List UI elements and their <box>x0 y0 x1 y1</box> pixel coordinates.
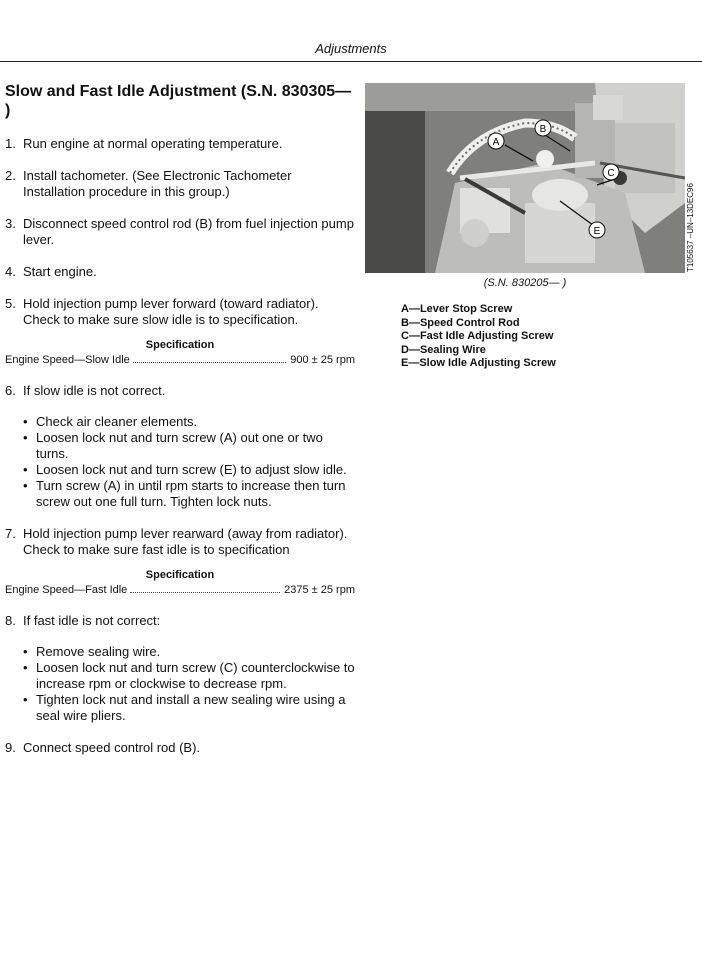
callout-a <box>488 133 504 149</box>
legend-item: E—Slow Idle Adjusting Screw <box>401 357 556 369</box>
svg-text:B: B <box>539 124 547 135</box>
callout-b <box>535 120 551 136</box>
section-header: Adjustments <box>315 41 387 56</box>
fast-idle-bullets <box>22 644 355 724</box>
svg-text:E: E <box>593 226 601 237</box>
figure-caption: (S.N. 830205— ) <box>483 277 567 289</box>
procedure-column <box>5 82 355 772</box>
spec-label: Engine Speed—Fast Idle <box>5 584 128 596</box>
page-title: Slow and Fast Idle Adjustment (S.N. 830305— ) <box>5 83 352 119</box>
engine-photo <box>365 83 685 273</box>
figure-id <box>684 180 698 275</box>
legend-item: A—Lever Stop Screw <box>401 303 513 315</box>
svg-text:C: C <box>607 168 615 179</box>
legend-item: B—Speed Control Rod <box>401 316 520 329</box>
spec-fast-idle <box>5 568 355 597</box>
svg-text:A: A <box>492 137 500 148</box>
header-rule <box>0 61 702 62</box>
legend-item: C—Fast Idle Adjusting Screw <box>401 330 554 342</box>
step-2: 2. Install tachometer. (See Electronic Tachometer Installation procedure in this group.) <box>5 168 292 199</box>
list-item: • Loosen lock nut and turn screw (A) out one or two turns. <box>22 430 355 462</box>
figure-id-text: T105637 –UN–13DEC96 <box>686 183 695 272</box>
callout-c <box>603 164 619 180</box>
slow-idle-bullets <box>22 414 355 510</box>
legend-item: D—Sealing Wire <box>401 343 486 356</box>
step-4: 4. Start engine. <box>5 264 97 279</box>
engine-illustration <box>365 83 685 273</box>
list-item: • Remove sealing wire. <box>22 644 355 660</box>
step-1: 1. Run engine at normal operating temperature. <box>5 136 283 151</box>
dot-leader <box>133 362 287 363</box>
spec-slow-idle <box>5 338 355 367</box>
step-3: 3. Disconnect speed control rod (B) from fuel injection pump lever. <box>5 216 354 247</box>
spec-heading: Specification <box>145 569 215 581</box>
list-item: • Loosen lock nut and turn screw (E) to adjust slow idle. <box>22 462 355 478</box>
callout-e <box>589 222 605 238</box>
step-5: 5. Hold injection pump lever forward (toward radiator). Check to make sure slow idle is to specification. <box>5 296 319 327</box>
spec-heading: Specification <box>145 339 215 351</box>
step-8: 8. If fast idle is not correct: <box>5 613 161 628</box>
list-item: • Tighten lock nut and install a new sealing wire using a seal wire pliers. <box>22 692 355 724</box>
figure-legend <box>401 303 556 371</box>
list-item: • Loosen lock nut and turn screw (C) counterclockwise to increase rpm or clockwise to decrease rpm. <box>22 660 355 692</box>
dot-leader <box>130 592 280 593</box>
spec-value: 900 ± 25 rpm <box>290 354 355 366</box>
step-9: 9. Connect speed control rod (B). <box>5 740 201 755</box>
list-item: • Turn screw (A) in until rpm starts to increase then turn screw out one full turn. Tighten lock nuts. <box>22 478 355 510</box>
list-item: • Check air cleaner elements. <box>22 414 355 430</box>
step-6: 6. If slow idle is not correct. <box>5 383 166 398</box>
step-7: 7. Hold injection pump lever rearward (away from radiator). Check to make sure fast idle is to specification <box>5 526 348 557</box>
spec-label: Engine Speed—Slow Idle <box>5 354 130 366</box>
spec-value: 2375 ± 25 rpm <box>284 584 355 596</box>
